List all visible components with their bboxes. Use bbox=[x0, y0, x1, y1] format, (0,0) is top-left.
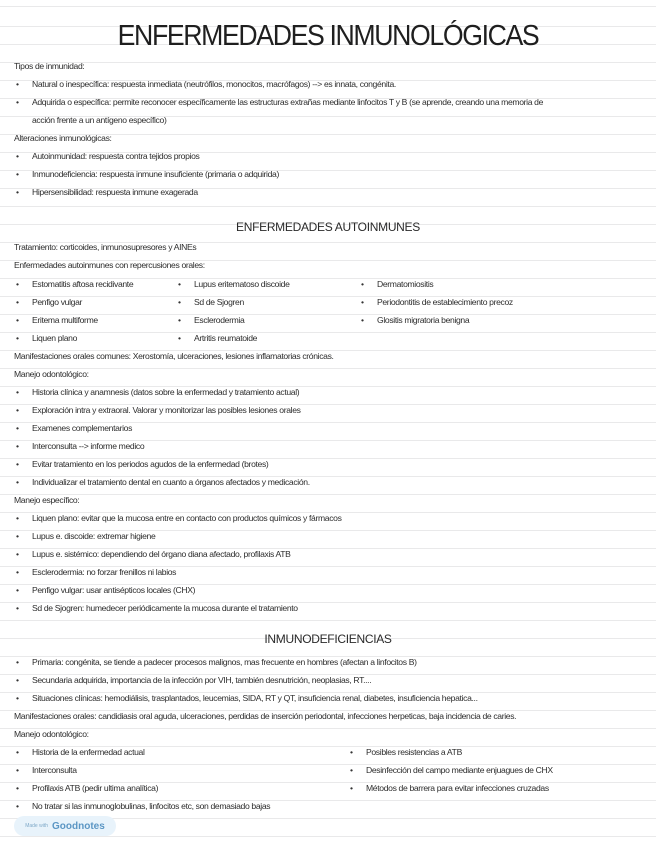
goodnotes-badge[interactable] bbox=[14, 816, 116, 836]
list-item: • Secundaria adquirida, importancia de la infección por VIH, también desnutrición, neoplasias, RT.... bbox=[32, 674, 371, 686]
list-item: • Historia clínica y anamnesis (datos sobre la enfermedad y tratamiento actual) bbox=[32, 386, 299, 398]
list-item: • Sd de Sjogren bbox=[194, 296, 244, 308]
list-item: • Examenes complementarios bbox=[32, 422, 132, 434]
alteraciones-heading: Alteraciones inmunológicas: bbox=[14, 133, 112, 143]
list-item: • Evitar tratamiento en los periodos agudos de la enfermedad (brotes) bbox=[32, 458, 268, 470]
list-item: • Inmunodeficiencia: respuesta inmune insuficiente (primaria o adquirida) bbox=[32, 168, 279, 180]
list-item: • Penfigo vulgar bbox=[32, 296, 82, 308]
list-item: • Hipersensibilidad: respuesta inmune exagerada bbox=[32, 186, 198, 198]
list-item: • Interconsulta --> informe medico bbox=[32, 440, 144, 452]
tratamiento-text: Tratamiento: corticoides, inmunosupresores y AINEs bbox=[14, 242, 197, 252]
manifestaciones-text: Manifestaciones orales comunes: Xerostomía, ulceraciones, lesiones inflamatorias crónicas. bbox=[14, 351, 334, 361]
list-item: • Natural o inespecífica: respuesta inmediata (neutrófilos, monocitos, macrófagos) --> es innata, congénita. bbox=[32, 78, 396, 90]
list-item: • Primaria: congénita, se tiende a padecer procesos malignos, mas frecuente en hombres (afectan a linfocitos B) bbox=[32, 656, 417, 668]
goodnotes-logo: Goodnotes bbox=[52, 820, 105, 832]
list-item: • Individualizar el tratamiento dental en cuanto a órganos afectados y medicación. bbox=[32, 476, 310, 488]
list-item: • Eritema multiforme bbox=[32, 314, 98, 326]
list-item: • Esclerodermia bbox=[194, 314, 244, 326]
list-item: • Penfigo vulgar: usar antisépticos locales (CHX) bbox=[32, 584, 195, 596]
list-item: • Autoinmunidad: respuesta contra tejidos propios bbox=[32, 150, 199, 162]
list-item: • Periodontitis de establecimiento precoz bbox=[377, 296, 513, 308]
manejo-heading: Manejo odontológico: bbox=[14, 369, 89, 379]
repercusiones-heading: Enfermedades autoinmunes con repercusiones orales: bbox=[14, 260, 205, 270]
list-item: • Esclerodermia: no forzar frenillos ni labios bbox=[32, 566, 176, 578]
list-item-continuation: acción frente a un antígeno específico) bbox=[32, 115, 167, 125]
list-item: • Sd de Sjogren: humedecer periódicamente la mucosa durante el tratamiento bbox=[32, 602, 298, 614]
list-item: • Historia de la enfermedad actual bbox=[32, 746, 145, 758]
list-item: • Lupus eritematoso discoide bbox=[194, 278, 290, 290]
section-heading-inmunodeficiencias: INMUNODEFICIENCIAS bbox=[264, 632, 392, 646]
made-with-label: Made with bbox=[25, 823, 48, 829]
section-heading-autoinmunes: ENFERMEDADES AUTOINMUNES bbox=[236, 220, 420, 234]
list-item: • Artritis reumatoide bbox=[194, 332, 257, 344]
list-item: • Situaciones clínicas: hemodiálisis, trasplantados, leucemias, SIDA, RT y QT, insuficiencia renal, diabetes, insuficiencia hepatica... bbox=[32, 692, 478, 704]
list-item: • Glositis migratoria benigna bbox=[377, 314, 469, 326]
page-title: ENFERMEDADES INMUNOLÓGICAS bbox=[117, 20, 539, 52]
list-item: • No tratar si las inmunoglobulinas, linfocitos etc, son demasiado bajas bbox=[32, 800, 270, 812]
list-item: • Adquirida o específica: permite reconocer específicamente las estructuras extrañas mediante linfocitos T y B (se aprende, creando una memoria de bbox=[32, 96, 543, 108]
list-item: • Dermatomiositis bbox=[377, 278, 433, 290]
list-item: • Interconsulta bbox=[32, 764, 77, 776]
list-item: • Estomatitis aftosa recidivante bbox=[32, 278, 133, 290]
list-item: • Posibles resistencias a ATB bbox=[366, 746, 462, 758]
manifestaciones-text: Manifestaciones orales: candidiasis oral aguda, ulceraciones, perdidas de inserción periodontal, infecciones herpeticas, baja incidencia de caries. bbox=[14, 711, 517, 721]
list-item: • Exploración intra y extraoral. Valorar y monitorizar las posibles lesiones orales bbox=[32, 404, 301, 416]
tipos-heading: Tipos de inmunidad: bbox=[14, 61, 85, 71]
list-item: • Lupus e. discoide: extremar higiene bbox=[32, 530, 155, 542]
list-item: • Liquen plano bbox=[32, 332, 77, 344]
list-item: • Liquen plano: evitar que la mucosa entre en contacto con productos químicos y fármacos bbox=[32, 512, 342, 524]
list-item: • Lupus e. sistémico: dependiendo del órgano diana afectado, profilaxis ATB bbox=[32, 548, 291, 560]
list-item: • Desinfección del campo mediante enjuagues de CHX bbox=[366, 764, 553, 776]
especifico-heading: Manejo específico: bbox=[14, 495, 80, 505]
list-item: • Métodos de barrera para evitar infecciones cruzadas bbox=[366, 782, 549, 794]
list-item: • Profilaxis ATB (pedir ultima analítica) bbox=[32, 782, 158, 794]
manejo-heading: Manejo odontológico: bbox=[14, 729, 89, 739]
